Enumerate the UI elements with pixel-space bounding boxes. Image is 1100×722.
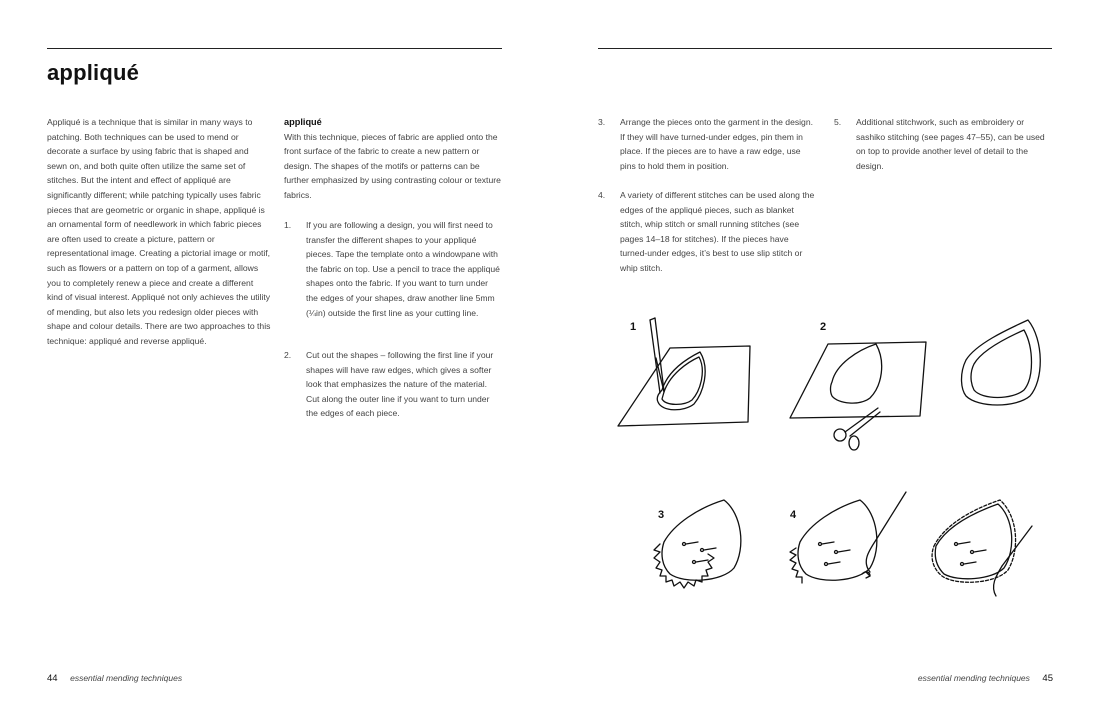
section-column [284, 115, 502, 203]
scissors-icon [834, 408, 880, 450]
step-2 [284, 348, 502, 421]
step-number: 1. [284, 220, 292, 230]
section-body: With this technique, pieces of fabric are applied onto the front surface of the fabric to create a new pattern or design. The shapes of the motifs or patterns can be further emphasized by using contrasting colour or texture fabrics. [284, 131, 501, 200]
footer-left [47, 673, 182, 684]
fabric-pencil-drawing [618, 318, 750, 426]
step-text: Additional stitchwork, such as embroidery or sashiko stitching (see pages 47–55), can be used on top to provide another level of detail to the design. [856, 117, 1045, 171]
step-text: A variety of different stitches can be used along the edges of the appliqué pieces, such as blanket stitch, whip stitch or small running stitches (see pages 14–18 for stitches). If the pieces have turned-under edges, it’s best to use slip stitch or whip stitch. [620, 190, 815, 273]
left-top-rule [47, 48, 502, 49]
cut-shape-drawing [962, 320, 1041, 405]
step-4 [598, 188, 816, 276]
pinned-shape-drawing [654, 500, 741, 588]
page-number-right: 45 [1042, 673, 1053, 684]
finished-applique-drawing [932, 500, 1032, 596]
figure-label-1: 1 [630, 321, 637, 333]
step-5 [834, 115, 1052, 173]
step-number: 5. [834, 117, 842, 127]
figure-label-2: 2 [820, 321, 827, 333]
page-title: appliqué [47, 60, 140, 85]
step-number: 3. [598, 117, 606, 127]
step-number: 2. [284, 350, 292, 360]
figure-label-4: 4 [790, 509, 797, 521]
step-1 [284, 218, 502, 320]
step-text: Arrange the pieces onto the garment in the design. If they will have turned-under edges, pin them in place. If the pieces are to have a raw edge, use pins to hold them in position. [620, 117, 814, 171]
section-heading: appliqué [284, 117, 322, 127]
stitching-drawing [790, 492, 906, 583]
fabric-cut-drawing [790, 342, 926, 418]
step-number: 4. [598, 190, 606, 200]
figure-label-3: 3 [658, 509, 665, 521]
section-name-left: essential mending techniques [70, 673, 183, 683]
step-text: If you are following a design, you will first need to transfer the different shapes to your appliqué pieces. Tape the template onto a windowpane with the fabric on top. Use a pencil to trace the appliqué shapes onto the fabric. If you want to turn under the edges of your shapes, draw another line 5mm (¼in) outside the first line as your cutting line. [306, 220, 500, 318]
right-top-rule [598, 48, 1052, 49]
page-number-left: 44 [47, 673, 58, 684]
intro-paragraph: Appliqué is a technique that is similar in many ways to patching. Both techniques can be used to mend or decorate a surface by using fabric that is shaped and sewn on, and both quite often utilize the same set of stitches. But the intent and effect of appliqué are significantly different; while patching typically uses fabric pieces that are geometric or organic in shape, appliqué is an ornamental form of needlework in which fabric pieces are often used to create a picture, pattern or representational image. Creating a pictorial image or motif, such as flowers or a pattern on top of a garment, allows you to completely renew a piece and create a different kind of visual interest. Appliqué not only achieves the utility of mending, but also lets you redesign older pieces with shape and colour details. There are two approaches to this technique: appliqué and reverse appliqué. [47, 117, 271, 346]
footer-right [918, 673, 1053, 684]
step-3 [598, 115, 816, 173]
applique-steps-illustration [600, 300, 1060, 620]
step-text: Cut out the shapes – following the first line if your shapes will have raw edges, which gives a softer look that emphasizes the nature of the material. Cut along the outer line if you want to turn under the edges of each piece. [306, 350, 494, 419]
intro-column [47, 115, 271, 349]
section-name-right: essential mending techniques [917, 673, 1030, 683]
